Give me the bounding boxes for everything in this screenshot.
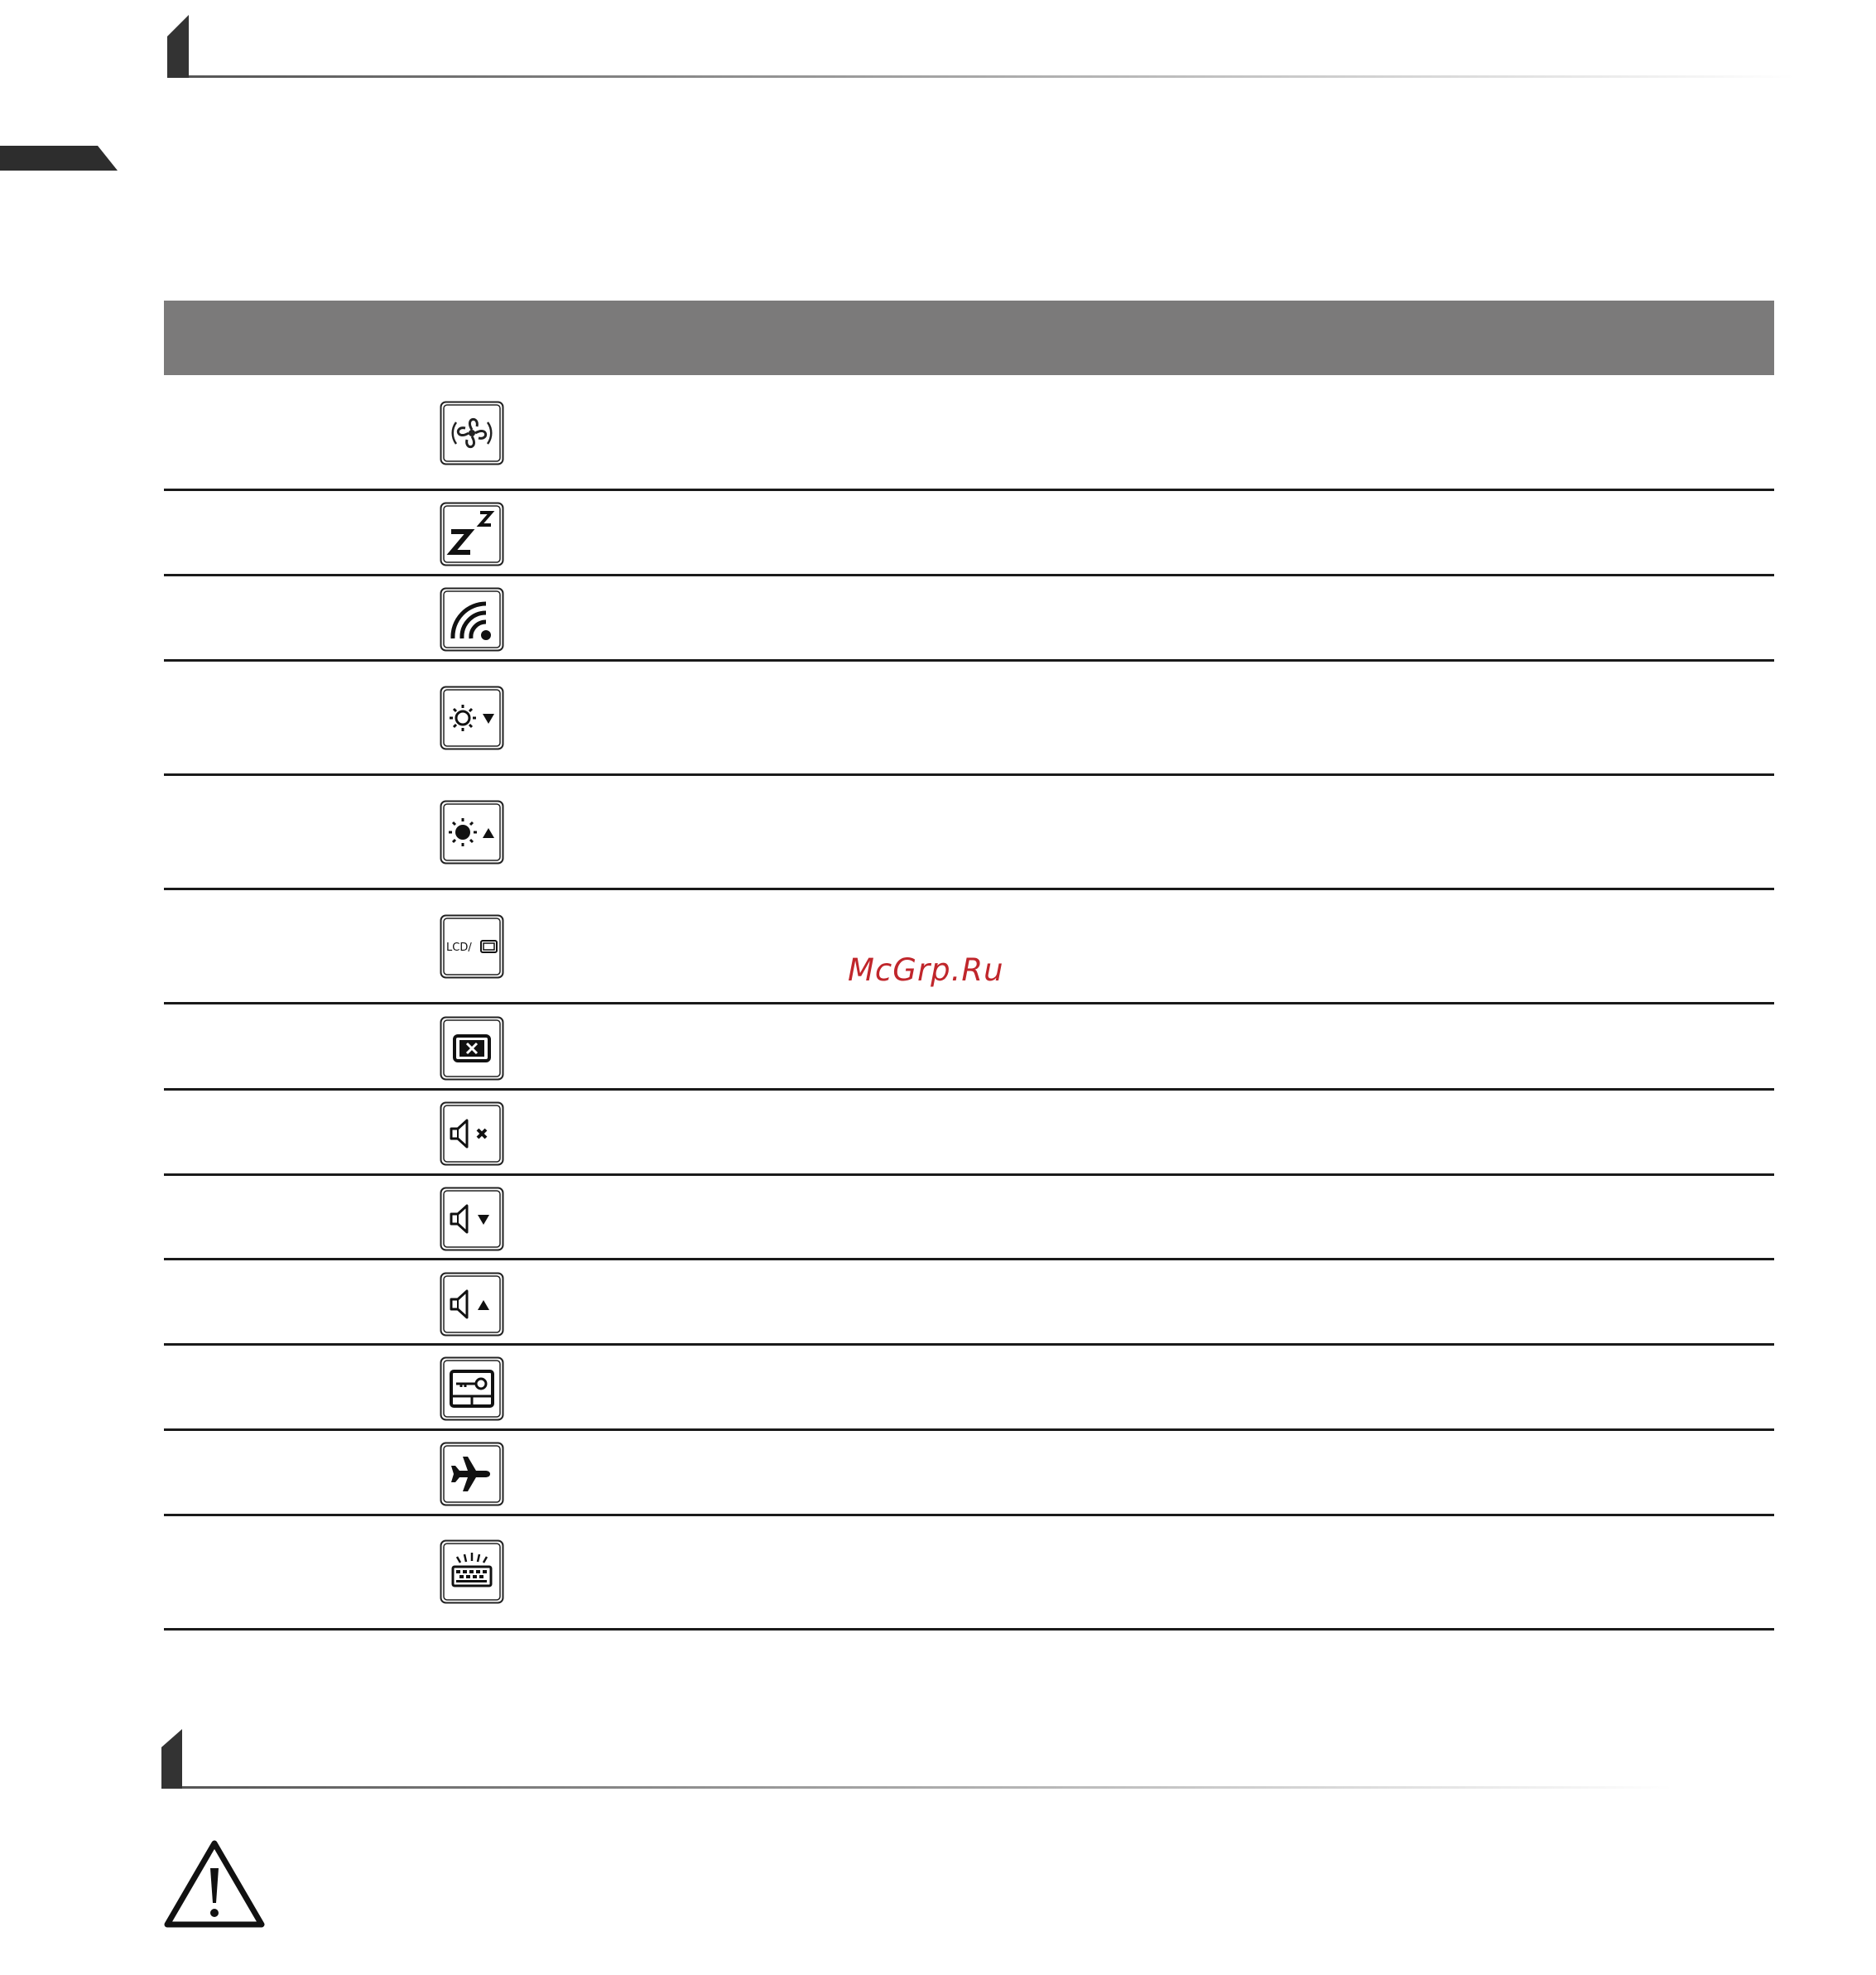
warning-triangle-icon	[162, 1838, 267, 1929]
display-off-icon	[440, 1016, 504, 1081]
wireless-signal-icon	[440, 587, 504, 652]
row-divider	[164, 1088, 1774, 1091]
brightness-up-icon	[440, 800, 504, 865]
table-header-bar	[164, 301, 1774, 375]
section-marker-top	[164, 15, 1795, 81]
row-divider	[164, 1428, 1774, 1431]
display-switch-label: LCD/	[446, 942, 472, 954]
mute-icon	[440, 1101, 504, 1166]
row-divider	[164, 1002, 1774, 1004]
row-divider	[164, 1343, 1774, 1346]
row-divider	[164, 773, 1774, 776]
page-side-tab	[0, 146, 118, 174]
row-divider	[164, 1173, 1774, 1176]
airplane-mode-icon	[440, 1442, 504, 1506]
row-divider	[164, 489, 1774, 491]
fan-icon	[440, 401, 504, 465]
volume-up-icon	[440, 1272, 504, 1337]
sleep-zz-icon	[440, 502, 504, 566]
touchpad-lock-icon	[440, 1356, 504, 1421]
volume-down-icon	[440, 1187, 504, 1251]
keyboard-backlight-icon	[440, 1539, 504, 1604]
section-marker-bottom	[159, 1729, 1674, 1792]
row-divider	[164, 888, 1774, 890]
watermark-text: McGrp.Ru	[848, 952, 1004, 988]
display-switch-icon	[440, 914, 504, 979]
row-divider	[164, 1258, 1774, 1260]
row-divider	[164, 1514, 1774, 1516]
brightness-down-icon	[440, 686, 504, 750]
row-divider	[164, 1628, 1774, 1631]
row-divider	[164, 659, 1774, 662]
row-divider	[164, 574, 1774, 576]
